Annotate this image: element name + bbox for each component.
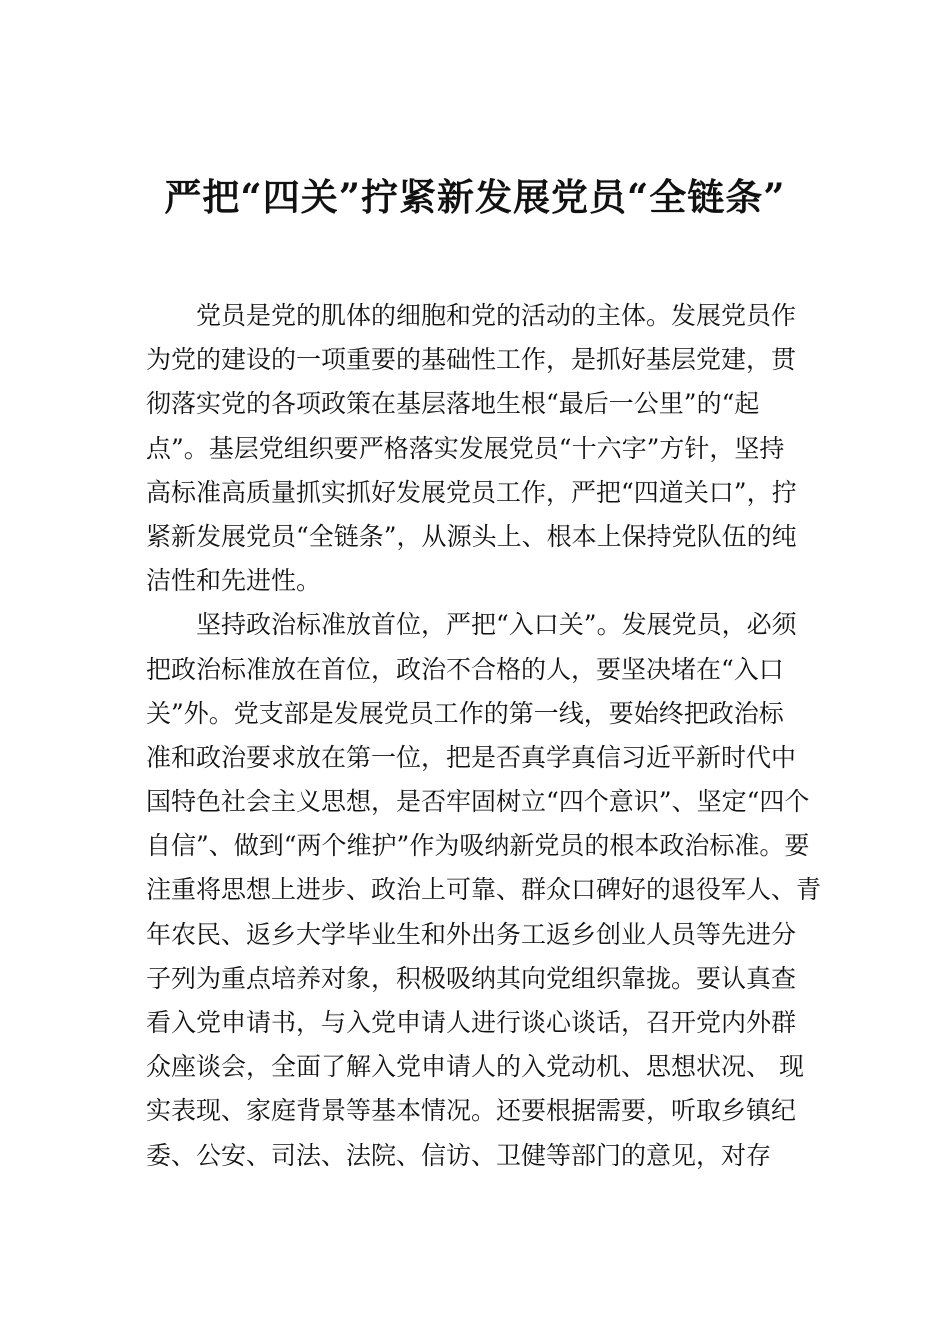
- paragraph-line: 点”。基层党组织要严格落实发展党员“十六字”方针，坚持: [146, 433, 785, 463]
- paragraph-line: 年农民、返乡大学毕业生和外出务工返乡创业人员等先进分: [146, 919, 797, 949]
- paragraph-line: 众座谈会，全面了解入党申请人的入党动机、思想状况、 现: [146, 1052, 804, 1082]
- paragraph-line: 看入党申请书，与入党申请人进行谈心谈话，召开党内外群: [146, 1008, 797, 1037]
- paragraph-line: 把政治标准放在首位，政治不合格的人，要坚决堵在“入口: [146, 654, 784, 684]
- paragraph-line: 洁性和先进性。: [146, 566, 322, 596]
- document-body: [146, 294, 822, 1178]
- paragraph-line: 注重将思想上进步、政治上可靠、群众口碑好的退役军人、青: [146, 875, 822, 905]
- paragraph-1: [146, 294, 810, 603]
- paragraph-2: [146, 603, 822, 1177]
- paragraph-line: 国特色社会主义思想，是否牢固树立“四个意识”、坚定“四个: [146, 787, 810, 817]
- paragraph-line: 党员是党的肌体的细胞和党的活动的主体。发展党员作: [196, 301, 797, 330]
- paragraph-line: 关”外。党支部是发展党员工作的第一线，要始终把政治标: [146, 698, 784, 728]
- paragraph-line: 准和政治要求放在第一位，把是否真学真信习近平新时代中: [146, 742, 797, 772]
- paragraph-line: 委、公安、司法、法院、信访、卫健等部门的意见，对存: [146, 1140, 772, 1170]
- paragraph-line: 子列为重点培养对象，积极吸纳其向党组织靠拢。要认真查: [146, 963, 797, 993]
- paragraph-line: 高标准高质量抓实抓好发展党员工作，严把“四道关口”，拧: [146, 477, 797, 507]
- document-title: 严把“四关”拧紧新发展党员“全链条”: [164, 175, 786, 219]
- paragraph-line: 彻落实党的各项政策在基层落地生根“最后一公里”的“起: [146, 389, 760, 419]
- paragraph-line: 实表现、家庭背景等基本情况。还要根据需要，听取乡镇纪: [146, 1096, 797, 1126]
- paragraph-line: 为党的建设的一项重要的基础性工作，是抓好基层党建，贯: [146, 345, 797, 375]
- paragraph-line: 坚持政治标准放首位，严把“入口关”。发展党员，必须: [196, 610, 797, 640]
- paragraph-line: 自信”、做到“两个维护”作为吸纳新党员的根本政治标准。要: [146, 831, 810, 861]
- paragraph-line: 紧新发展党员“全链条”，从源头上、根本上保持党队伍的纯: [146, 521, 797, 551]
